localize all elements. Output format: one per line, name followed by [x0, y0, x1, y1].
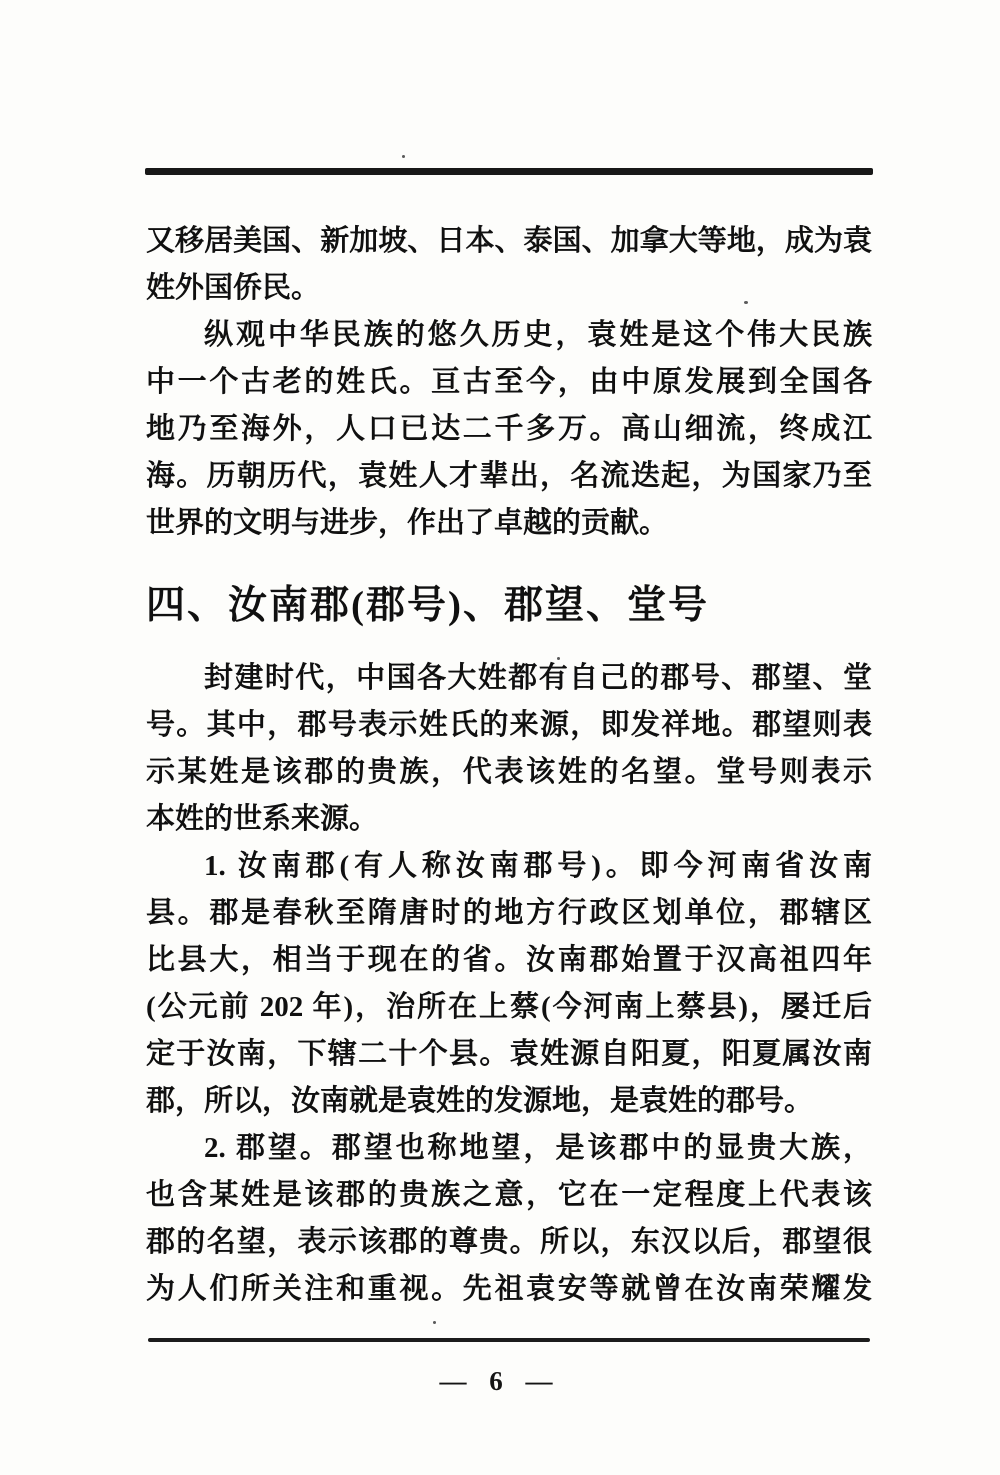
text-line: 比县大，相当于现在的省。汝南郡始置于汉高祖四年	[146, 944, 872, 976]
text-line: 也含某姓是该郡的贵族之意，它在一定程度上代表该	[146, 1179, 872, 1211]
text-line: 示某姓是该郡的贵族，代表该姓的名望。堂号则表示	[146, 756, 872, 788]
text-line: 1. 汝南郡(有人称汝南郡号)。即今河南省汝南	[204, 850, 872, 882]
section-heading: 四、汝南郡(郡号)、郡望、堂号	[146, 584, 709, 627]
page-number: — 6 —	[439, 1366, 561, 1396]
text-line: 姓外国侨民。	[146, 272, 321, 304]
text-line: 为人们所关注和重视。先祖袁安等就曾在汝南荣耀发	[146, 1273, 872, 1305]
scan-speckle	[744, 301, 748, 304]
text-line: 又移居美国、新加坡、日本、泰国、加拿大等地，成为袁	[146, 225, 872, 257]
top-rule	[145, 168, 873, 175]
text-line: 地乃至海外，人口已达二千多万。高山细流，终成江	[146, 413, 872, 445]
text-line: 号。其中，郡号表示姓氏的来源，即发祥地。郡望则表	[146, 709, 872, 741]
paragraph	[146, 312, 872, 547]
scan-speckle	[402, 155, 405, 158]
text-line: 郡的名望，表示该郡的尊贵。所以，东汉以后，郡望很	[146, 1226, 872, 1258]
text-line: 世界的文明与进步，作出了卓越的贡献。	[146, 507, 669, 539]
paragraph	[146, 655, 872, 843]
text-line: 郡，所以，汝南就是袁姓的发源地，是袁姓的郡号。	[146, 1085, 814, 1117]
text-line: (公元前 202 年)，治所在上蔡(今河南上蔡县)，屡迁后	[146, 991, 872, 1023]
page-content	[146, 218, 872, 1313]
text-line: 纵观中华民族的悠久历史，袁姓是这个伟大民族	[204, 319, 872, 351]
text-line: 中一个古老的姓氏。亘古至今，由中原发展到全国各	[146, 366, 872, 398]
text-line: 县。郡是春秋至隋唐时的地方行政区划单位，郡辖区	[146, 897, 872, 929]
text-line: 本姓的世系来源。	[146, 803, 379, 835]
paragraph	[146, 1125, 872, 1313]
scan-speckle	[557, 657, 560, 660]
text-line: 海。历朝历代，袁姓人才辈出，名流迭起，为国家乃至	[146, 460, 872, 492]
text-line: 2. 郡望。郡望也称地望，是该郡中的显贵大族，	[204, 1132, 872, 1164]
text-line: 定于汝南，下辖二十个县。袁姓源自阳夏，阳夏属汝南	[146, 1038, 872, 1070]
scan-speckle	[433, 1321, 436, 1324]
paragraph	[146, 843, 872, 1125]
text-line: 封建时代，中国各大姓都有自己的郡号、郡望、堂	[204, 662, 872, 694]
bottom-rule	[148, 1338, 870, 1342]
paragraph	[146, 218, 872, 312]
